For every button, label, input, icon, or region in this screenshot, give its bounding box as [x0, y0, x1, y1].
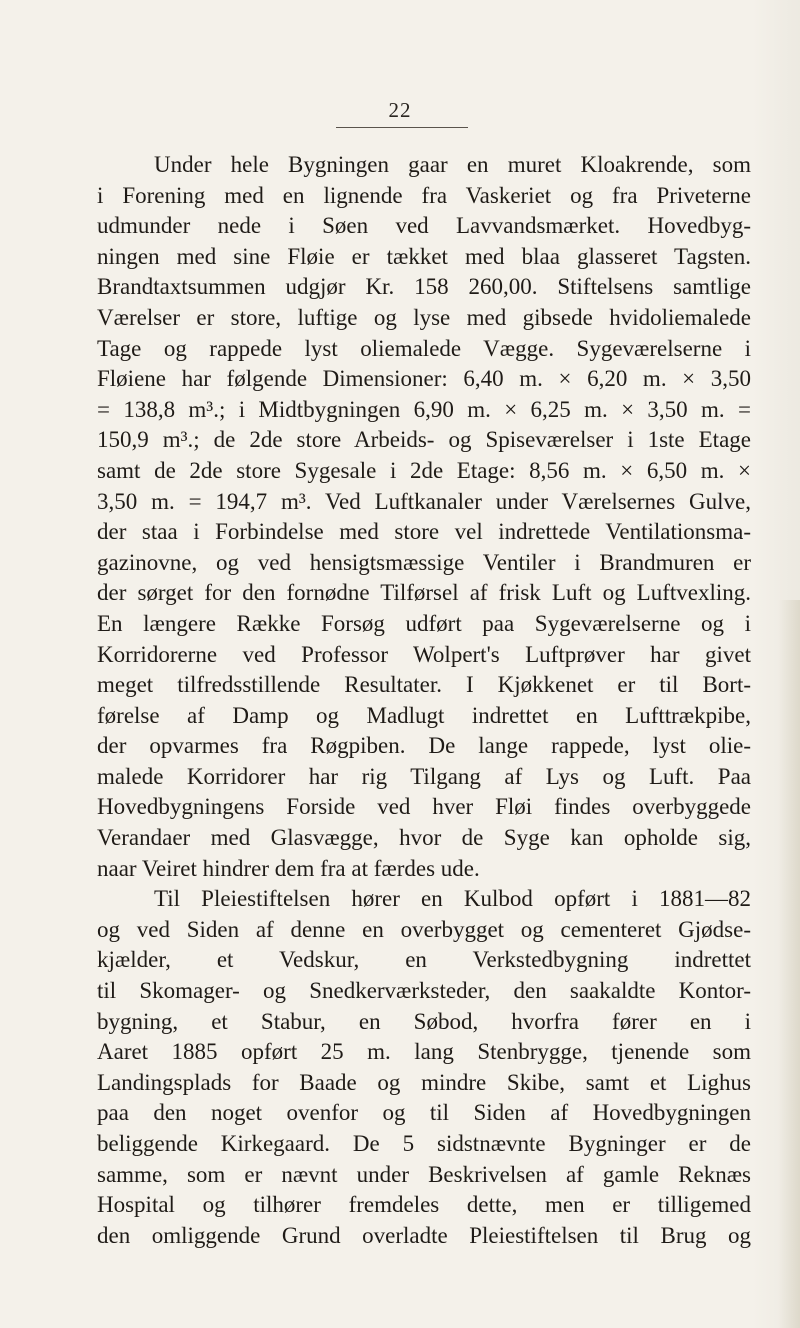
text-line: Verandaer med Glasvægge, hvor de Syge kan opholde sig, [97, 825, 751, 851]
text-line: Værelser er store, luftige og lyse med gibsede hvidoliemalede [97, 304, 751, 330]
text-line: den omliggende Grund overladte Pleiestiftelsen til Brug og [97, 1222, 751, 1248]
text-line: Tage og rappede lyst oliemalede Vægge. Sygeværelserne i [97, 335, 751, 361]
text-line: Hospital og tilhører fremdeles dette, men er tilligemed [97, 1192, 751, 1218]
text-line: meget tilfredsstillende Resultater. I Kjøkkenet er til Bort- [97, 672, 751, 698]
text-line: samt de 2de store Sygesale i 2de Etage: 8,56 m. × 6,50 m. × [97, 457, 751, 483]
text-line: ningen med sine Fløie er tækket med blaa glasseret Tagsten. [97, 243, 751, 269]
text-line: naar Veiret hindrer dem fra at færdes ude. [97, 855, 480, 881]
text-line: bygning, et Stabur, en Søbod, hvorfra fører en i [97, 1008, 751, 1034]
text-line: Fløiene har følgende Dimensioner: 6,40 m. × 6,20 m. × 3,50 [97, 366, 751, 392]
text-line: der sørget for den fornødne Tilførsel af frisk Luft og Luftvexling. [97, 580, 751, 606]
text-line: og ved Siden af denne en overbygget og cementeret Gjødse- [97, 916, 751, 942]
text-line: Brandtaxtsummen udgjør Kr. 158 260,00. Stiftelsens samtlige [97, 274, 751, 300]
text-line: malede Korridorer har rig Tilgang af Lys og Luft. Paa [97, 763, 751, 789]
page-number: 22 [388, 98, 412, 122]
text-line: udmunder nede i Søen ved Lavvandsmærket. Hovedbyg- [97, 213, 751, 239]
text-line: der opvarmes fra Røgpiben. De lange rappede, lyst olie- [97, 733, 751, 759]
text-line: En længere Række Forsøg udført paa Sygeværelserne og i [97, 610, 751, 636]
text-line: Under hele Bygningen gaar en muret Kloakrende, som [154, 152, 751, 177]
page-edge-shading [778, 600, 800, 1328]
text-line: Aaret 1885 opført 25 m. lang Stenbrygge, tjenende som [97, 1039, 751, 1065]
text-line: 3,50 m. = 194,7 m³. Ved Luftkanaler under Værelsernes Gulve, [97, 488, 751, 514]
text-line: Til Pleiestiftelsen hører en Kulbod opført i 1881—82 [154, 886, 751, 912]
text-line: paa den noget ovenfor og til Siden af Hovedbygningen [97, 1100, 751, 1126]
text-line: der staa i Forbindelse med store vel indrettede Ventilationsma- [97, 519, 751, 545]
text-line: i Forening med en lignende fra Vaskeriet og fra Priveterne [97, 182, 751, 208]
text-line: til Skomager- og Snedkerværksteder, den saakaldte Kontor- [97, 978, 751, 1004]
text-line: Landingsplads for Baade og mindre Skibe, samt et Lighus [97, 1069, 751, 1095]
text-line: førelse af Damp og Madlugt indrettet en Lufttrækpibe, [97, 702, 751, 728]
text-line: gazinovne, og ved hensigtsmæssige Ventiler i Brandmuren er [97, 549, 751, 575]
text-line: kjælder, et Vedskur, en Verkstedbygning indrettet [97, 947, 751, 973]
text-line: Hovedbygningens Forside ved hver Fløi findes overbyggede [97, 794, 751, 820]
text-line: = 138,8 m³.; i Midtbygningen 6,90 m. × 6,25 m. × 3,50 m. = [97, 396, 751, 422]
header-rule [336, 127, 468, 128]
text-line: Korridorerne ved Professor Wolpert's Luftprøver har givet [97, 641, 751, 667]
text-line: beliggende Kirkegaard. De 5 sidstnævnte Bygninger er de [97, 1131, 751, 1156]
text-line: 150,9 m³.; de 2de store Arbeids- og Spiseværelser i 1ste Etage [97, 427, 751, 453]
body-text [97, 150, 751, 1251]
text-line: samme, som er nævnt under Beskrivelsen af gamle Reknæs [97, 1161, 751, 1187]
